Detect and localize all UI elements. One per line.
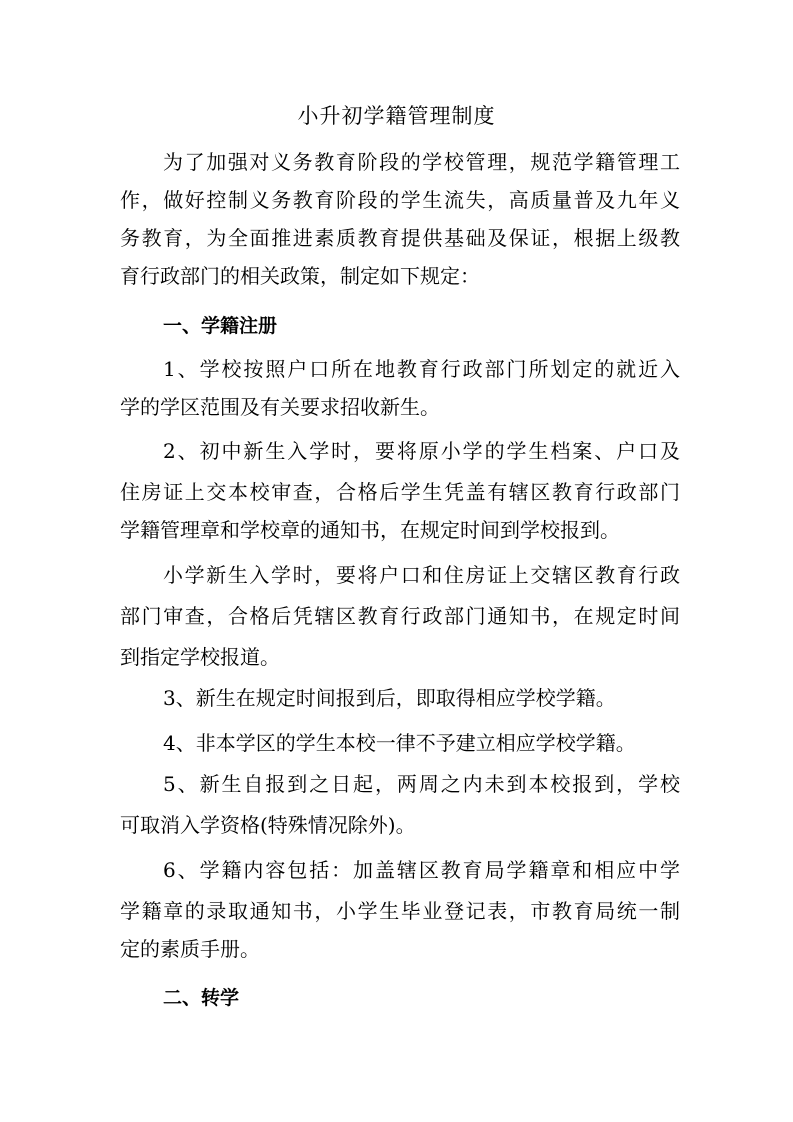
document-title: 小升初学籍管理制度: [297, 104, 496, 128]
paragraph-line: 学籍管理章和学校章的通知书，在规定时间到学校报到。: [120, 518, 620, 542]
intro-line: 作，做好控制义务教育阶段的学生流失，高质量普及九年义: [120, 188, 680, 212]
section-heading-transfer: 二、转学: [163, 987, 240, 1009]
paragraph-line: 定的素质手册。: [120, 937, 260, 961]
intro-line: 育行政部门的相关政策，制定如下规定：: [120, 264, 480, 288]
paragraph-line: 部门审查，合格后凭辖区教育行政部门通知书，在规定时间: [120, 604, 680, 628]
section-heading-registration: 一、学籍注册: [163, 315, 278, 337]
paragraph-line: 到指定学校报道。: [120, 645, 280, 669]
paragraph-line: 学的学区范围及有关要求招收新生。: [120, 395, 440, 419]
paragraph-line: 学籍章的录取通知书，小学生毕业登记表，市教育局统一制: [120, 899, 680, 923]
paragraph-line: 4、非本学区的学生本校一律不予建立相应学校学籍。: [163, 731, 636, 755]
paragraph-line: 1、学校按照户口所在地教育行政部门所划定的就近入: [163, 357, 680, 381]
paragraph-line: 可取消入学资格(特殊情况除外)。: [120, 813, 416, 837]
paragraph-line: 5、新生自报到之日起，两周之内未到本校报到，学校: [163, 772, 680, 796]
paragraph-line: 2、初中新生入学时，要将原小学的学生档案、户口及: [163, 439, 680, 463]
intro-line: 为了加强对义务教育阶段的学校管理，规范学籍管理工: [163, 150, 680, 174]
paragraph-line: 小学新生入学时，要将户口和住房证上交辖区教育行政: [163, 563, 680, 587]
paragraph-line: 住房证上交本校审查，合格后学生凭盖有辖区教育行政部门: [120, 480, 680, 504]
paragraph-line: 3、新生在规定时间报到后，即取得相应学校学籍。: [163, 686, 616, 710]
paragraph-line: 6、学籍内容包括：加盖辖区教育局学籍章和相应中学: [163, 858, 680, 882]
intro-line: 务教育，为全面推进素质教育提供基础及保证，根据上级教: [120, 226, 680, 250]
